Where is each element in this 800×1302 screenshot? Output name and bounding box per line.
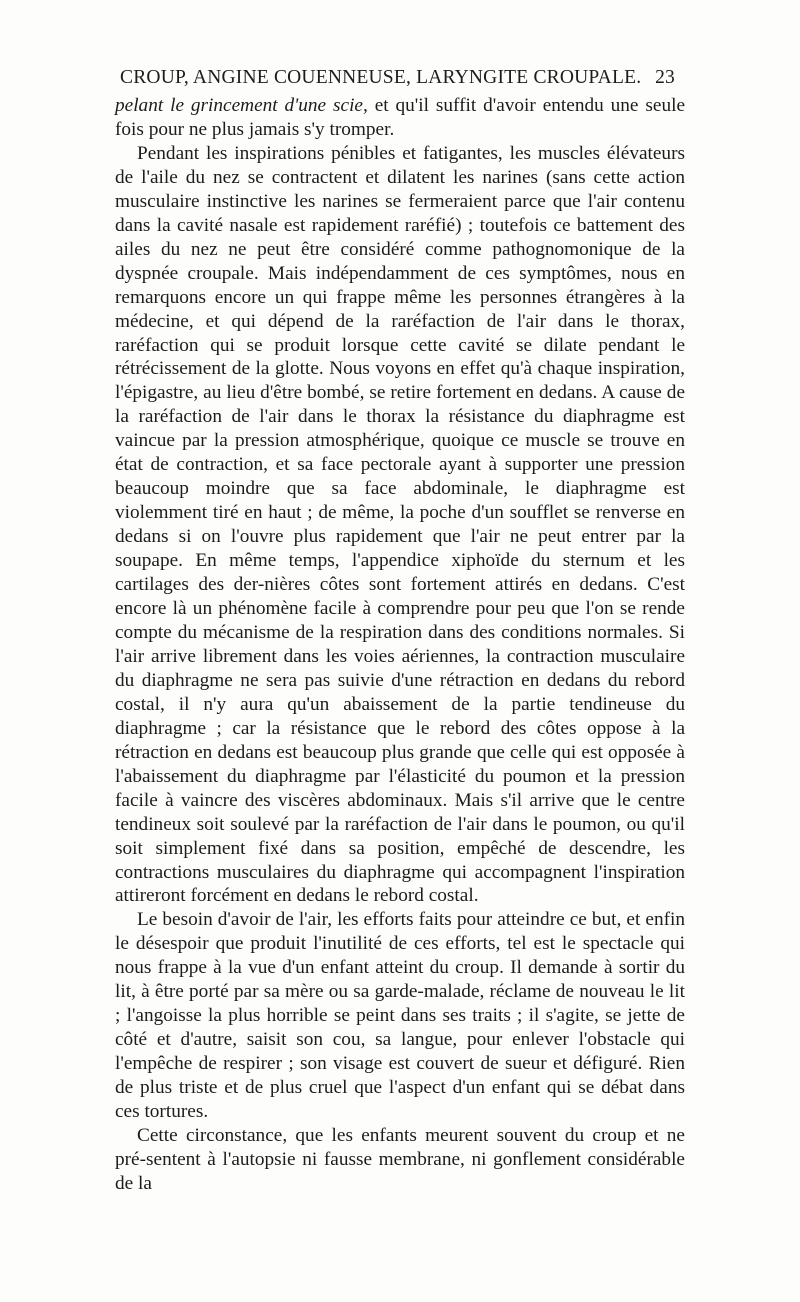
paragraph-text: Le besoin d'avoir de l'air, les efforts faits pour atteindre ce but, et enfin le désespoir que produit l'inutilité de ces efforts, tel est le spectacle qui nous frappe à la vue d'un enfant atteint du croup. Il demande à sortir du lit, à être porté par sa mère ou sa garde-malade, réclame de nouveau le lit ; l'angoisse la plus horrible se peint dans ses traits ; il s'agite, se jette de côté et d'autre, saisit son cou, sa langue, pour enlever l'obstacle qui l'empêche de respirer ; son visage est couvert de sueur et défiguré. Rien de plus triste et de plus cruel que l'aspect d'un enfant qui se débat dans ces tortures. xyxy=(115,909,685,1123)
paragraph xyxy=(115,1124,685,1196)
italic-phrase: pelant le grincement d'une scie, xyxy=(115,95,368,116)
paragraph-continuation xyxy=(115,94,685,142)
paragraph xyxy=(115,142,685,909)
paragraph-text: Cette circonstance, que les enfants meurent souvent du croup et ne pré-sentent à l'autopsie ni fausse membrane, ni gonflement considérable de la xyxy=(115,1124,685,1194)
paragraph-text: et qu'il suffit d'avoir entendu une seule fois pour ne plus jamais s'y tromper. xyxy=(115,95,686,140)
running-title: CROUP, ANGINE COUENNEUSE, LARYNGITE CROUPALE. xyxy=(120,67,642,88)
paragraph xyxy=(115,908,685,1124)
body-text xyxy=(115,94,685,1196)
running-header xyxy=(120,66,675,90)
paragraph-text: Pendant les inspirations pénibles et fatigantes, les muscles élévateurs de l'aile du nez se contractent et dilatent les narines (sans cette action musculaire instinctive les narines se fermeraient parce que l'air contenu dans la cavité nasale est rapidement raréfié) ; toutefois ce battement des ailes du nez ne peut être considéré comme pathognomonique de la dyspnée croupale. Mais indépendamment de ces symptômes, nous en remarquons encore un qui frappe même les personnes étrangères à la médecine, et qui dépend de la raréfaction de l'air dans le thorax, raréfaction qui se produit lorsque cette cavité se dilate pendant le rétrécissement de la glotte. Nous voyons en effet qu'à chaque inspiration, l'épigastre, au lieu d'être bombé, se retire fortement en dedans. A cause de la raréfaction de l'air dans le thorax la résistance du diaphragme est vaincue par la pression atmosphérique, quoique ce muscle se trouve en état de contraction, et sa face pectorale ayant à supporter une pression beaucoup moindre que sa face abdominale, le diaphragme est violemment tiré en haut ; de même, la poche d'un soufflet se renverse en dedans si on l'ouvre plus rapidement que l'air ne peut entrer par la soupape. En même temps, l'appendice xiphoïde du sternum et les cartilages des der-nières côtes sont fortement attirés en dedans. C'est encore là un phénomène facile à comprendre pour peu que l'on se rende compte du mécanisme de la respiration dans des conditions normales. Si l'air arrive librement dans les voies aériennes, la contraction musculaire du diaphragme ne sera pas suivie d'une rétraction en dedans du rebord costal, il n'y aura qu'un abaissement de la partie tendineuse du diaphragme ; car la résistance que le rebord des côtes oppose à la rétraction en dedans est beaucoup plus grande que celle qui est opposée à l'abaissement du diaphragme par l'élasticité du poumon et la pression facile à vaincre des viscères abdominaux. Mais s'il arrive que le centre tendineux soit soulevé par la raréfaction de l'air dans le poumon, ou qu'il soit simplement fixé dans sa position, empêché de descendre, les contractions musculaires du diaphragme qui accompagnent l'inspiration attireront forcément en dedans le rebord costal. xyxy=(115,142,685,907)
page-number: 23 xyxy=(655,67,675,88)
